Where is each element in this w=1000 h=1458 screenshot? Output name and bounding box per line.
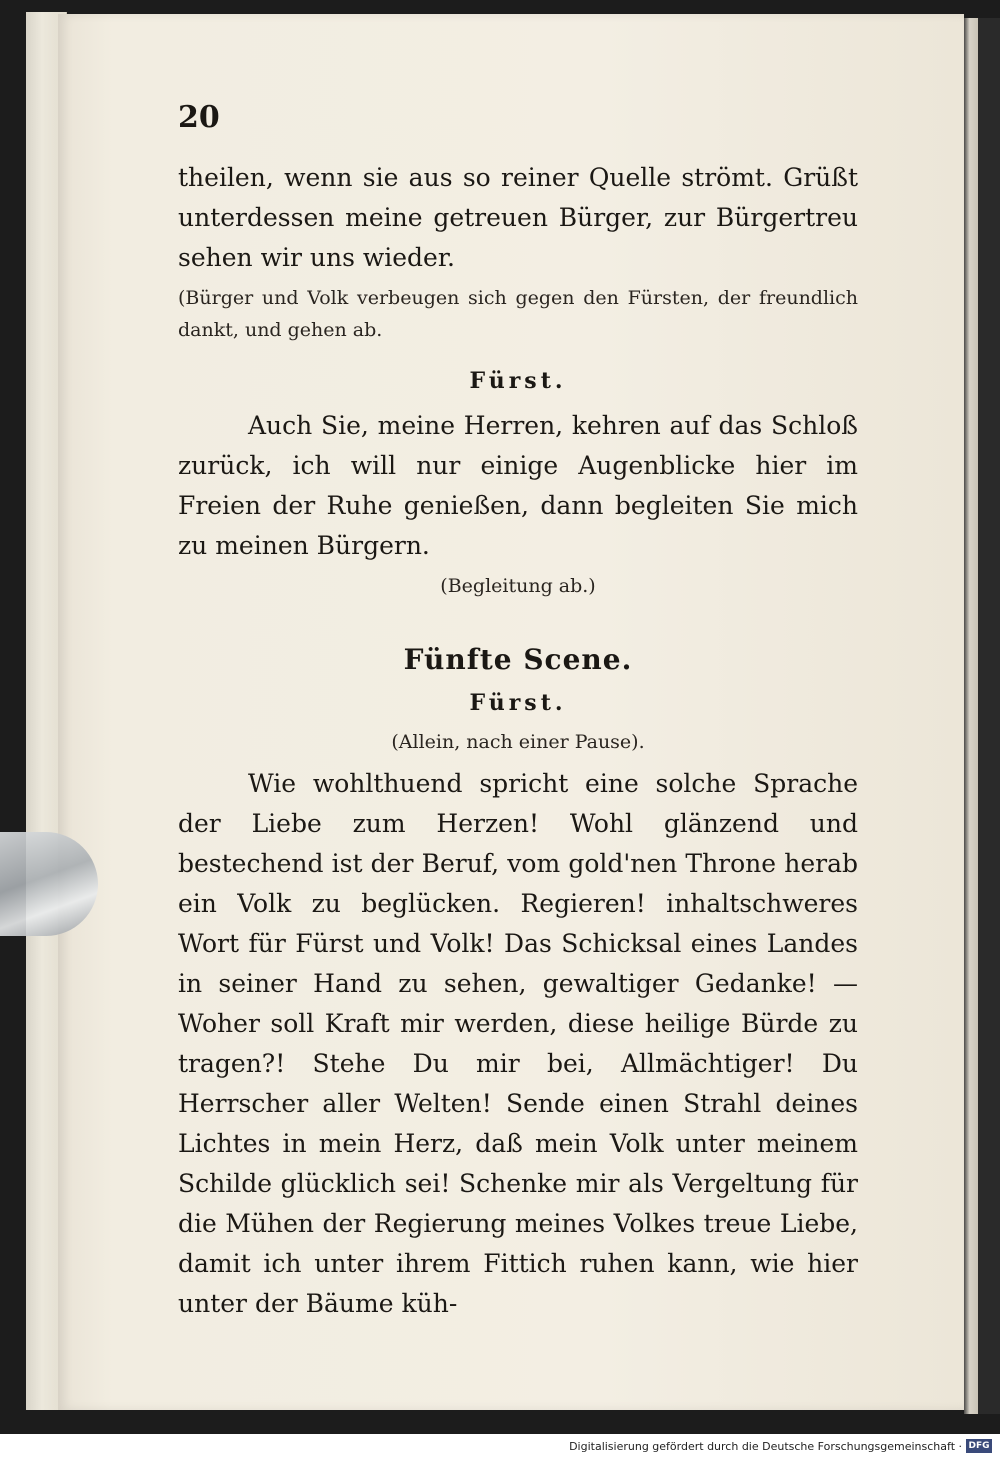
paragraph-3: Wie wohlthuend spricht eine solche Sprache der Liebe zum Herzen! Wohl glänzend und bestechend ist der Beruf, vom gold'nen Throne herab ein Volk zu beglücken. Regieren! inhaltschweres Wort für Fürst und Volk! Das Schicksal eines Landes in seiner Hand zu sehen, gewaltiger Gedanke! — Woher soll Kraft mir werden, diese heilige Bürde zu tragen?! Stehe Du mir bei, Allmächtiger! Du Herrscher aller Welten! Sende einen Strahl deines Lichtes in mein Herz, daß mein Volk unter meinem Schilde glücklich sei! Schenke mir als Vergeltung für die Mühen der Regierung meines Volkes treue Liebe, damit ich unter ihrem Fittich ruhen kann, wie hier unter der Bäume küh- bbox=[178, 769, 858, 1318]
stage-direction-3: (Allein, nach einer Pause). bbox=[391, 731, 645, 753]
book-cover-edge bbox=[978, 18, 1000, 1414]
paragraph-1: theilen, wenn sie aus so reiner Quelle strömt. Grüßt unterdessen meine getreuen Bürger, zur Bürgertreu sehen wir uns wieder. bbox=[178, 163, 858, 272]
paragraph-2: Auch Sie, meine Herren, kehren auf das Schloß zurück, ich will nur einige Augenblicke hier im Freien der Ruhe genießen, dann begleiten Sie mich zu meinen Bürgern. bbox=[178, 411, 858, 560]
speaker-name-2: Fürst. bbox=[469, 690, 567, 716]
page-number: 20 bbox=[178, 100, 220, 135]
right-page-edge bbox=[964, 18, 978, 1414]
stage-direction-1: (Bürger und Volk verbeugen sich gegen den Fürsten, der freundlich dankt, und gehen ab. bbox=[178, 287, 858, 341]
dfg-logo: DFG bbox=[966, 1439, 992, 1453]
scene-title: Fünfte Scene. bbox=[403, 643, 633, 676]
page-text bbox=[178, 100, 858, 1324]
speaker-name-1: Fürst. bbox=[469, 368, 567, 394]
stage-direction-2: (Begleitung ab.) bbox=[440, 575, 596, 597]
digitization-credit: Digitalisierung gefördert durch die Deutsche Forschungsgemeinschaft · bbox=[569, 1440, 962, 1453]
